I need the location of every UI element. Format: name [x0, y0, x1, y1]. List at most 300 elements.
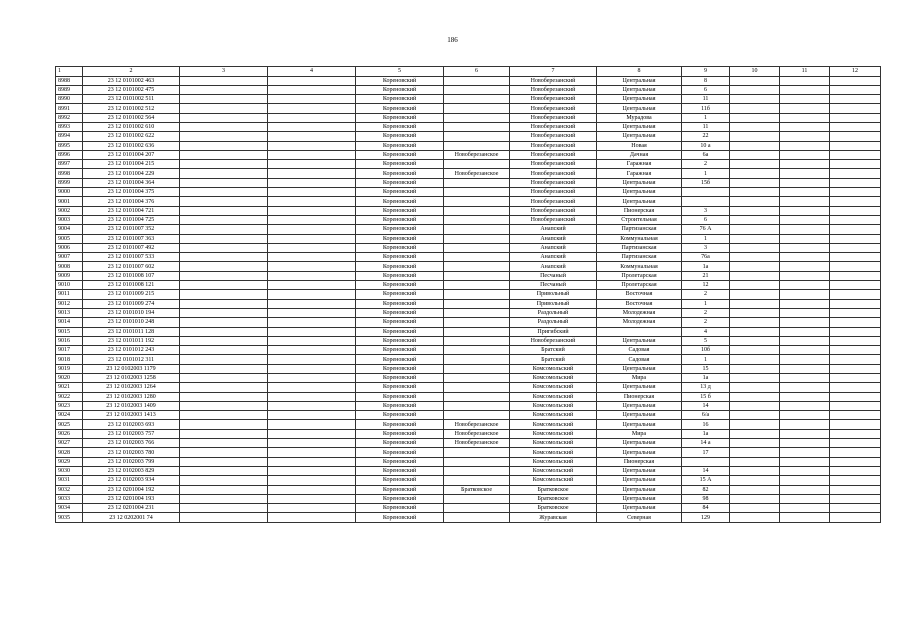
cell-col-9: 3: [682, 206, 730, 215]
cell-col-10: [730, 392, 780, 401]
cell-col-3: [180, 95, 268, 104]
cell-col-2: 23 12 0201004 231: [83, 504, 180, 513]
cell-col-11: [780, 299, 830, 308]
cell-col-8: Пионерская: [597, 392, 682, 401]
cell-col-11: [780, 262, 830, 271]
cell-col-7: Новоберезанский: [510, 85, 597, 94]
cell-col-11: [780, 76, 830, 85]
cell-col-2: 23 12 0101002 610: [83, 122, 180, 131]
cell-col-12: [830, 290, 881, 299]
cell-col-11: [780, 504, 830, 513]
cell-col-5: Кореновский: [356, 95, 444, 104]
cell-col-1: 9020: [56, 374, 83, 383]
cell-col-8: Центральная: [597, 494, 682, 503]
cell-col-6: [444, 188, 510, 197]
cell-col-10: [730, 336, 780, 345]
cell-col-4: [268, 485, 356, 494]
table-row: [56, 364, 881, 373]
cell-col-10: [730, 262, 780, 271]
cell-col-11: [780, 281, 830, 290]
cell-col-8: Партизанская: [597, 225, 682, 234]
cell-col-2: 23 12 0102003 1413: [83, 411, 180, 420]
cell-col-9: 10б: [682, 346, 730, 355]
cell-col-10: [730, 215, 780, 224]
cell-col-8: Центральная: [597, 411, 682, 420]
cell-col-4: [268, 95, 356, 104]
table-row: [56, 420, 881, 429]
cell-col-11: [780, 197, 830, 206]
cell-col-3: [180, 513, 268, 522]
table-row: [56, 113, 881, 122]
cell-col-7: Анапский: [510, 262, 597, 271]
cell-col-10: [730, 113, 780, 122]
cell-col-12: [830, 346, 881, 355]
cell-col-4: [268, 401, 356, 410]
cell-col-5: Кореновский: [356, 113, 444, 122]
cell-col-3: [180, 215, 268, 224]
cell-col-3: [180, 132, 268, 141]
cell-col-7: Комсомольский: [510, 364, 597, 373]
cell-col-11: [780, 439, 830, 448]
cell-col-10: [730, 95, 780, 104]
register-table: [55, 66, 881, 523]
cell-col-10: [730, 253, 780, 262]
cell-col-2: 23 12 0102003 1258: [83, 374, 180, 383]
cell-col-12: [830, 234, 881, 243]
cell-col-3: [180, 271, 268, 280]
cell-col-4: [268, 318, 356, 327]
cell-col-2: 23 12 0102003 1264: [83, 383, 180, 392]
cell-col-11: [780, 234, 830, 243]
cell-col-5: Кореновский: [356, 466, 444, 475]
cell-col-2: 23 12 0101002 564: [83, 113, 180, 122]
cell-col-2: 23 12 0102003 757: [83, 429, 180, 438]
cell-col-5: Кореновский: [356, 169, 444, 178]
cell-col-3: [180, 141, 268, 150]
table-row: [56, 504, 881, 513]
cell-col-5: Кореновский: [356, 401, 444, 410]
cell-col-3: [180, 420, 268, 429]
cell-col-9: 16: [682, 420, 730, 429]
cell-col-2: 23 12 0101002 511: [83, 95, 180, 104]
cell-col-5: Кореновский: [356, 355, 444, 364]
cell-col-9: 1а: [682, 374, 730, 383]
cell-col-2: 23 12 0101004 376: [83, 197, 180, 206]
cell-col-7: Новоберезанский: [510, 76, 597, 85]
cell-col-12: [830, 197, 881, 206]
cell-col-8: Строительная: [597, 215, 682, 224]
cell-col-5: Кореновский: [356, 374, 444, 383]
cell-col-9: 10 а: [682, 141, 730, 150]
cell-col-4: [268, 132, 356, 141]
cell-col-9: 1: [682, 169, 730, 178]
cell-col-4: [268, 215, 356, 224]
cell-col-8: Центральная: [597, 95, 682, 104]
cell-col-10: [730, 346, 780, 355]
cell-col-8: Садовая: [597, 346, 682, 355]
cell-col-10: [730, 141, 780, 150]
cell-col-8: Мира: [597, 429, 682, 438]
cell-col-1: 9002: [56, 206, 83, 215]
cell-col-4: [268, 206, 356, 215]
cell-col-3: [180, 494, 268, 503]
cell-col-5: Кореновский: [356, 346, 444, 355]
cell-col-6: [444, 457, 510, 466]
cell-col-5: Кореновский: [356, 160, 444, 169]
cell-col-3: [180, 206, 268, 215]
cell-col-12: [830, 271, 881, 280]
cell-col-10: [730, 122, 780, 131]
cell-col-1: 9014: [56, 318, 83, 327]
cell-col-6: [444, 113, 510, 122]
table-row: [56, 234, 881, 243]
cell-col-12: [830, 448, 881, 457]
cell-col-6: Новоберезанское: [444, 169, 510, 178]
cell-col-2: 23 12 0102003 766: [83, 439, 180, 448]
cell-col-10: [730, 457, 780, 466]
cell-col-7: Привольный: [510, 299, 597, 308]
cell-col-6: [444, 104, 510, 113]
cell-col-7: Комсомольский: [510, 466, 597, 475]
cell-col-10: [730, 160, 780, 169]
table-row: [56, 466, 881, 475]
cell-col-2: 23 12 0101002 512: [83, 104, 180, 113]
cell-col-4: [268, 466, 356, 475]
cell-col-12: [830, 336, 881, 345]
cell-col-1: 8997: [56, 160, 83, 169]
cell-col-4: [268, 299, 356, 308]
cell-col-1: 9035: [56, 513, 83, 522]
cell-col-6: [444, 122, 510, 131]
cell-col-1: 9032: [56, 485, 83, 494]
cell-col-9: 11б: [682, 104, 730, 113]
cell-col-7: Новоберезанский: [510, 150, 597, 159]
cell-col-3: [180, 225, 268, 234]
cell-col-2: 23 12 0101004 725: [83, 215, 180, 224]
cell-col-5: Кореновский: [356, 392, 444, 401]
cell-col-7: Комсомольский: [510, 429, 597, 438]
table-row: [56, 439, 881, 448]
cell-col-3: [180, 374, 268, 383]
cell-col-1: 9031: [56, 476, 83, 485]
cell-col-5: Кореновский: [356, 476, 444, 485]
cell-col-12: [830, 243, 881, 252]
cell-col-9: 2: [682, 160, 730, 169]
cell-col-7: Анапский: [510, 243, 597, 252]
cell-col-3: [180, 299, 268, 308]
cell-col-6: [444, 160, 510, 169]
cell-col-11: [780, 392, 830, 401]
cell-col-8: Центральная: [597, 178, 682, 187]
cell-col-2: 23 12 0101004 215: [83, 160, 180, 169]
cell-col-8: Партизанская: [597, 243, 682, 252]
cell-col-10: [730, 485, 780, 494]
cell-col-12: [830, 225, 881, 234]
table-row: [56, 448, 881, 457]
cell-col-8: Гаражная: [597, 160, 682, 169]
cell-col-9: 1: [682, 355, 730, 364]
cell-col-7: Журавская: [510, 513, 597, 522]
cell-col-1: 9004: [56, 225, 83, 234]
cell-col-3: [180, 466, 268, 475]
cell-col-7: Анапский: [510, 225, 597, 234]
cell-col-5: Кореновский: [356, 383, 444, 392]
cell-col-2: 23 12 0102003 1179: [83, 364, 180, 373]
cell-col-9: 129: [682, 513, 730, 522]
cell-col-1: 9033: [56, 494, 83, 503]
cell-col-5: Кореновский: [356, 197, 444, 206]
cell-col-10: [730, 299, 780, 308]
cell-col-6: [444, 76, 510, 85]
cell-col-3: [180, 76, 268, 85]
cell-col-7: Комсомольский: [510, 439, 597, 448]
cell-col-11: [780, 383, 830, 392]
cell-col-12: [830, 355, 881, 364]
cell-col-6: [444, 355, 510, 364]
cell-col-7: Новоберезанский: [510, 178, 597, 187]
cell-col-1: 9022: [56, 392, 83, 401]
cell-col-4: [268, 141, 356, 150]
cell-col-1: 9005: [56, 234, 83, 243]
cell-col-5: Кореновский: [356, 178, 444, 187]
cell-col-10: [730, 308, 780, 317]
cell-col-7: Новоберезанский: [510, 95, 597, 104]
table-row: [56, 253, 881, 262]
cell-col-6: [444, 504, 510, 513]
cell-col-12: [830, 299, 881, 308]
table-row: [56, 141, 881, 150]
cell-col-2: 23 12 0201004 192: [83, 485, 180, 494]
cell-col-9: 15б: [682, 178, 730, 187]
cell-col-10: [730, 104, 780, 113]
cell-col-6: [444, 392, 510, 401]
cell-col-6: [444, 290, 510, 299]
cell-col-10: [730, 494, 780, 503]
cell-col-6: [444, 411, 510, 420]
cell-col-4: [268, 411, 356, 420]
cell-col-1: 8992: [56, 113, 83, 122]
cell-col-12: [830, 262, 881, 271]
cell-col-7: Новоберезанский: [510, 104, 597, 113]
cell-col-6: [444, 383, 510, 392]
cell-col-9: 2: [682, 308, 730, 317]
cell-col-7: Комсомольский: [510, 420, 597, 429]
cell-col-10: [730, 85, 780, 94]
cell-col-3: [180, 188, 268, 197]
cell-col-1: 9029: [56, 457, 83, 466]
cell-col-7: Пригибский: [510, 327, 597, 336]
cell-col-1: 9027: [56, 439, 83, 448]
table-row: [56, 271, 881, 280]
cell-col-8: Садовая: [597, 355, 682, 364]
table-row: [56, 160, 881, 169]
cell-col-4: [268, 448, 356, 457]
cell-col-11: [780, 243, 830, 252]
cell-col-5: Кореновский: [356, 439, 444, 448]
cell-col-4: [268, 336, 356, 345]
table-row: [56, 95, 881, 104]
cell-col-4: [268, 476, 356, 485]
cell-col-2: 23 12 0101008 121: [83, 281, 180, 290]
cell-col-10: [730, 150, 780, 159]
cell-col-9: 11: [682, 95, 730, 104]
cell-col-5: Кореновский: [356, 262, 444, 271]
cell-col-5: Кореновский: [356, 253, 444, 262]
cell-col-11: [780, 494, 830, 503]
cell-col-12: [830, 420, 881, 429]
cell-col-6: [444, 225, 510, 234]
table-row: [56, 411, 881, 420]
cell-col-8: Центральная: [597, 420, 682, 429]
cell-col-3: [180, 253, 268, 262]
cell-col-3: [180, 336, 268, 345]
cell-col-7: Комсомольский: [510, 401, 597, 410]
cell-col-5: Кореновский: [356, 243, 444, 252]
cell-col-4: [268, 262, 356, 271]
cell-col-1: 8991: [56, 104, 83, 113]
cell-col-2: 23 12 0102003 780: [83, 448, 180, 457]
cell-col-8: Центральная: [597, 401, 682, 410]
cell-col-11: [780, 374, 830, 383]
cell-col-5: Кореновский: [356, 188, 444, 197]
cell-col-4: [268, 364, 356, 373]
cell-col-4: [268, 188, 356, 197]
cell-col-6: [444, 336, 510, 345]
cell-col-4: [268, 253, 356, 262]
cell-col-9: 1: [682, 113, 730, 122]
cell-col-8: Центральная: [597, 85, 682, 94]
cell-col-4: [268, 150, 356, 159]
cell-col-3: [180, 122, 268, 131]
cell-col-3: [180, 85, 268, 94]
cell-col-5: Кореновский: [356, 318, 444, 327]
cell-col-1: 9034: [56, 504, 83, 513]
cell-col-4: [268, 281, 356, 290]
cell-col-4: [268, 383, 356, 392]
cell-col-10: [730, 197, 780, 206]
cell-col-3: [180, 346, 268, 355]
cell-col-12: [830, 215, 881, 224]
cell-col-1: 9001: [56, 197, 83, 206]
cell-col-2: 23 12 0102003 693: [83, 420, 180, 429]
cell-col-6: [444, 466, 510, 475]
cell-col-2: 23 12 0101007 602: [83, 262, 180, 271]
table-row: [56, 281, 881, 290]
page-number: 186: [447, 36, 458, 44]
cell-col-4: [268, 85, 356, 94]
cell-col-3: [180, 113, 268, 122]
cell-col-2: 23 12 0101007 533: [83, 253, 180, 262]
cell-col-6: [444, 197, 510, 206]
cell-col-2: 23 12 0101007 363: [83, 234, 180, 243]
cell-col-12: [830, 188, 881, 197]
cell-col-9: 76а: [682, 253, 730, 262]
table-row: [56, 429, 881, 438]
cell-col-8: Центральная: [597, 448, 682, 457]
cell-col-11: [780, 178, 830, 187]
cell-col-6: [444, 281, 510, 290]
col-header-6: 6: [444, 67, 510, 77]
cell-col-12: [830, 476, 881, 485]
cell-col-2: 23 12 0102003 829: [83, 466, 180, 475]
cell-col-8: Центральная: [597, 76, 682, 85]
cell-col-7: Новоберезанский: [510, 197, 597, 206]
cell-col-3: [180, 355, 268, 364]
cell-col-12: [830, 76, 881, 85]
cell-col-9: 1: [682, 299, 730, 308]
cell-col-5: Кореновский: [356, 271, 444, 280]
table-row: [56, 215, 881, 224]
cell-col-9: 22: [682, 132, 730, 141]
cell-col-12: [830, 132, 881, 141]
cell-col-1: 8994: [56, 132, 83, 141]
cell-col-8: Пионерская: [597, 206, 682, 215]
cell-col-9: 6/а: [682, 411, 730, 420]
cell-col-6: [444, 234, 510, 243]
cell-col-8: Центральная: [597, 197, 682, 206]
table-row: [56, 104, 881, 113]
cell-col-3: [180, 262, 268, 271]
cell-col-11: [780, 308, 830, 317]
cell-col-7: Раздольный: [510, 308, 597, 317]
cell-col-11: [780, 271, 830, 280]
cell-col-6: [444, 243, 510, 252]
table-body: [56, 67, 881, 523]
cell-col-2: 23 12 0101012 311: [83, 355, 180, 364]
cell-col-1: 9024: [56, 411, 83, 420]
cell-col-12: [830, 485, 881, 494]
cell-col-3: [180, 383, 268, 392]
cell-col-9: 1а: [682, 429, 730, 438]
cell-col-5: Кореновский: [356, 141, 444, 150]
cell-col-4: [268, 504, 356, 513]
cell-col-3: [180, 504, 268, 513]
cell-col-1: 9009: [56, 271, 83, 280]
col-header-12: 12: [830, 67, 881, 77]
cell-col-9: 3: [682, 243, 730, 252]
cell-col-2: 23 12 0101002 463: [83, 76, 180, 85]
cell-col-12: [830, 85, 881, 94]
cell-col-1: 8989: [56, 85, 83, 94]
cell-col-2: 23 12 0102003 1280: [83, 392, 180, 401]
cell-col-5: Кореновский: [356, 494, 444, 503]
cell-col-4: [268, 197, 356, 206]
table-row: [56, 243, 881, 252]
cell-col-4: [268, 429, 356, 438]
cell-col-8: Пролетарская: [597, 271, 682, 280]
cell-col-7: Привольный: [510, 290, 597, 299]
cell-col-11: [780, 188, 830, 197]
cell-col-8: Молодежная: [597, 318, 682, 327]
cell-col-7: Братский: [510, 346, 597, 355]
cell-col-9: 14 а: [682, 439, 730, 448]
header-row: [56, 67, 881, 77]
cell-col-3: [180, 364, 268, 373]
cell-col-4: [268, 178, 356, 187]
cell-col-11: [780, 466, 830, 475]
cell-col-4: [268, 513, 356, 522]
table-row: [56, 76, 881, 85]
cell-col-9: 13 д: [682, 383, 730, 392]
col-header-10: 10: [730, 67, 780, 77]
cell-col-5: Кореновский: [356, 234, 444, 243]
cell-col-1: 9013: [56, 308, 83, 317]
cell-col-12: [830, 429, 881, 438]
cell-col-11: [780, 476, 830, 485]
cell-col-10: [730, 243, 780, 252]
cell-col-1: 9025: [56, 420, 83, 429]
cell-col-7: Новоберезанский: [510, 169, 597, 178]
